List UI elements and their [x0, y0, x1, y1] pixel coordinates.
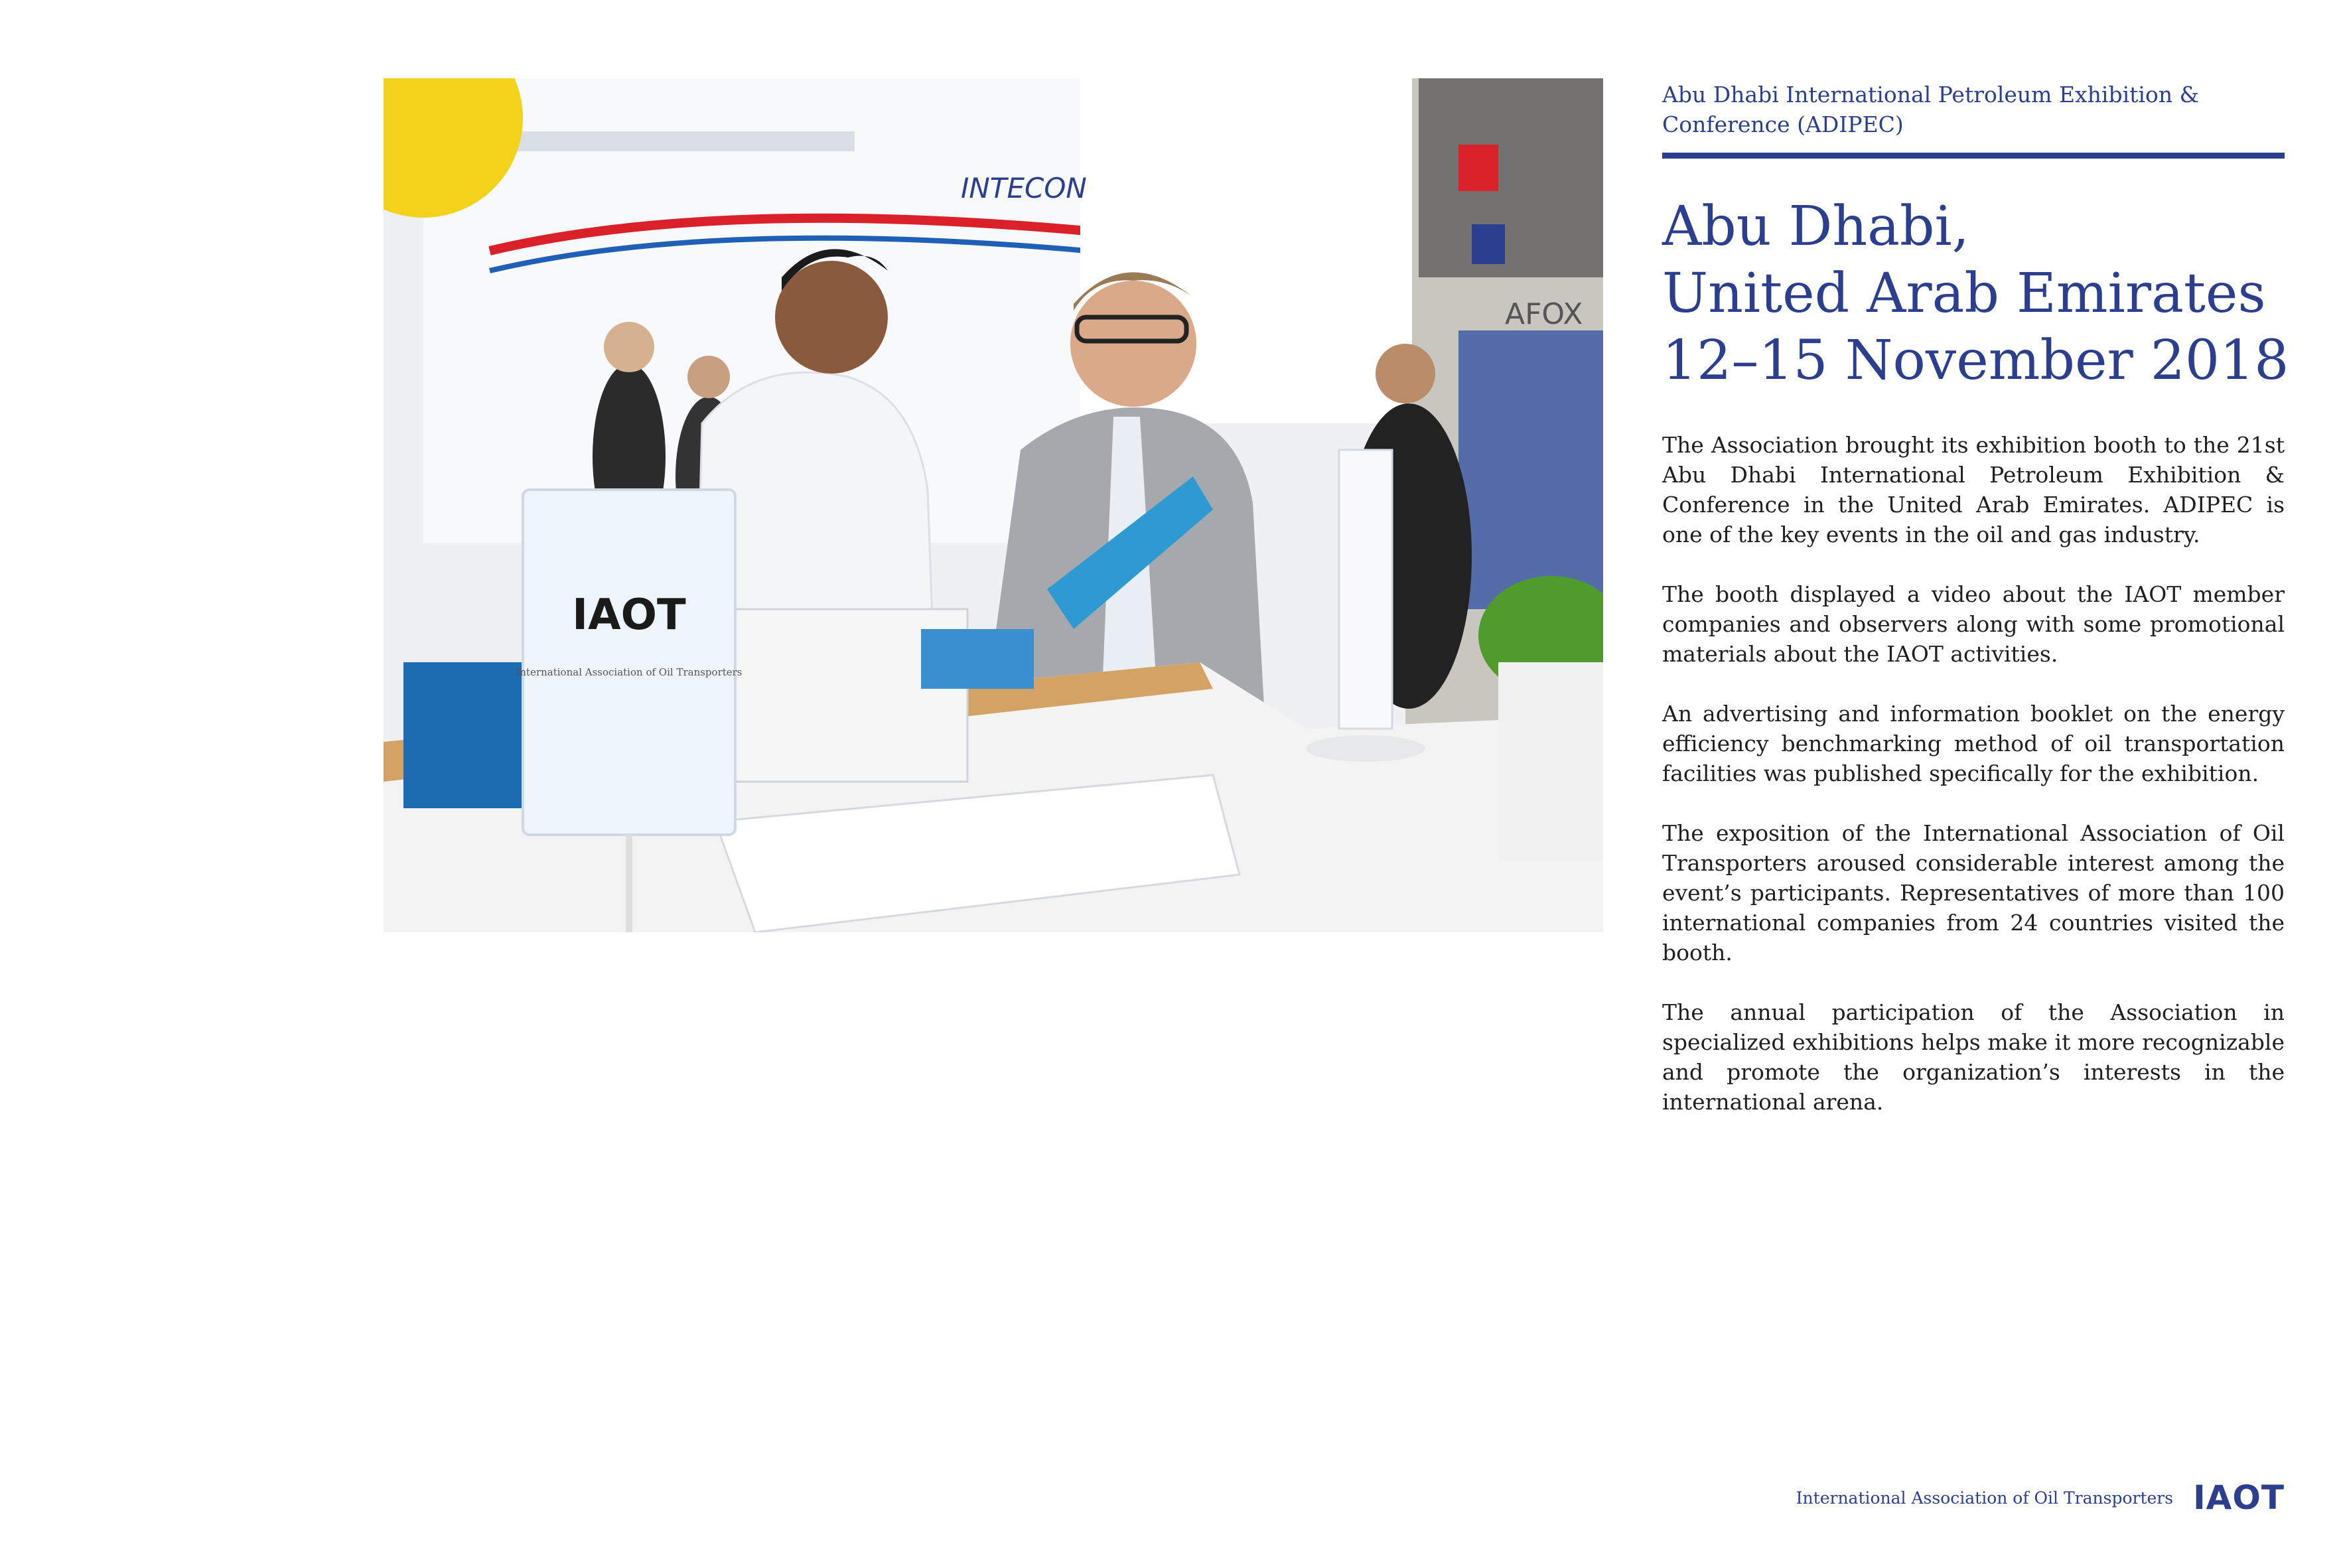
booth-banner-text: INTECON	[961, 172, 1087, 204]
paragraph: The booth displayed a video about the IAOT member companies and observers along with some promotional materials about the IAOT activities.	[1662, 581, 2285, 667]
headline-dates: 12–15 November 2018	[1662, 329, 2289, 392]
booth-banner-text-2: AFOX	[1505, 297, 1583, 331]
booth-sign-logo: IAOT	[572, 591, 686, 640]
headline	[1662, 193, 2289, 394]
article-column	[1662, 80, 2289, 1147]
exhibition-photo	[384, 78, 1603, 932]
paragraph: The exposition of the International Association of Oil Transporters aroused considerable interest among the event’s participants. Representatives of more than 100 international companies from 24 countries visited the booth.	[1662, 820, 2285, 965]
headline-location-city: Abu Dhabi,	[1662, 195, 1969, 258]
paragraph: The annual participation of the Association in specialized exhibitions helps make it more recognizable and promote the organization’s interests in the international arena.	[1662, 999, 2285, 1115]
page-footer	[1796, 1478, 2285, 1517]
headline-location-country: United Arab Emirates	[1662, 262, 2266, 325]
booth-sign-text: International Association of Oil Transporters	[516, 666, 743, 678]
title-divider	[1662, 153, 2285, 159]
iaot-logo: IAOT	[2193, 1478, 2285, 1517]
paragraph: An advertising and information booklet on the energy efficiency benchmarking method of oil transportation facilities was published specifically for the exhibition.	[1662, 701, 2285, 786]
paragraph: The Association brought its exhibition booth to the 21st Abu Dhabi International Petroleum Exhibition & Conference in the United Arab Emirates. ADIPEC is one of the key events in the oil and gas industry.	[1662, 432, 2285, 547]
booth-scene	[384, 78, 1603, 932]
event-name: Abu Dhabi International Petroleum Exhibition & Conference (ADIPEC)	[1662, 82, 2199, 137]
article-body	[1662, 430, 2285, 1117]
footer-org-name: International Association of Oil Transporters	[1796, 1488, 2174, 1508]
